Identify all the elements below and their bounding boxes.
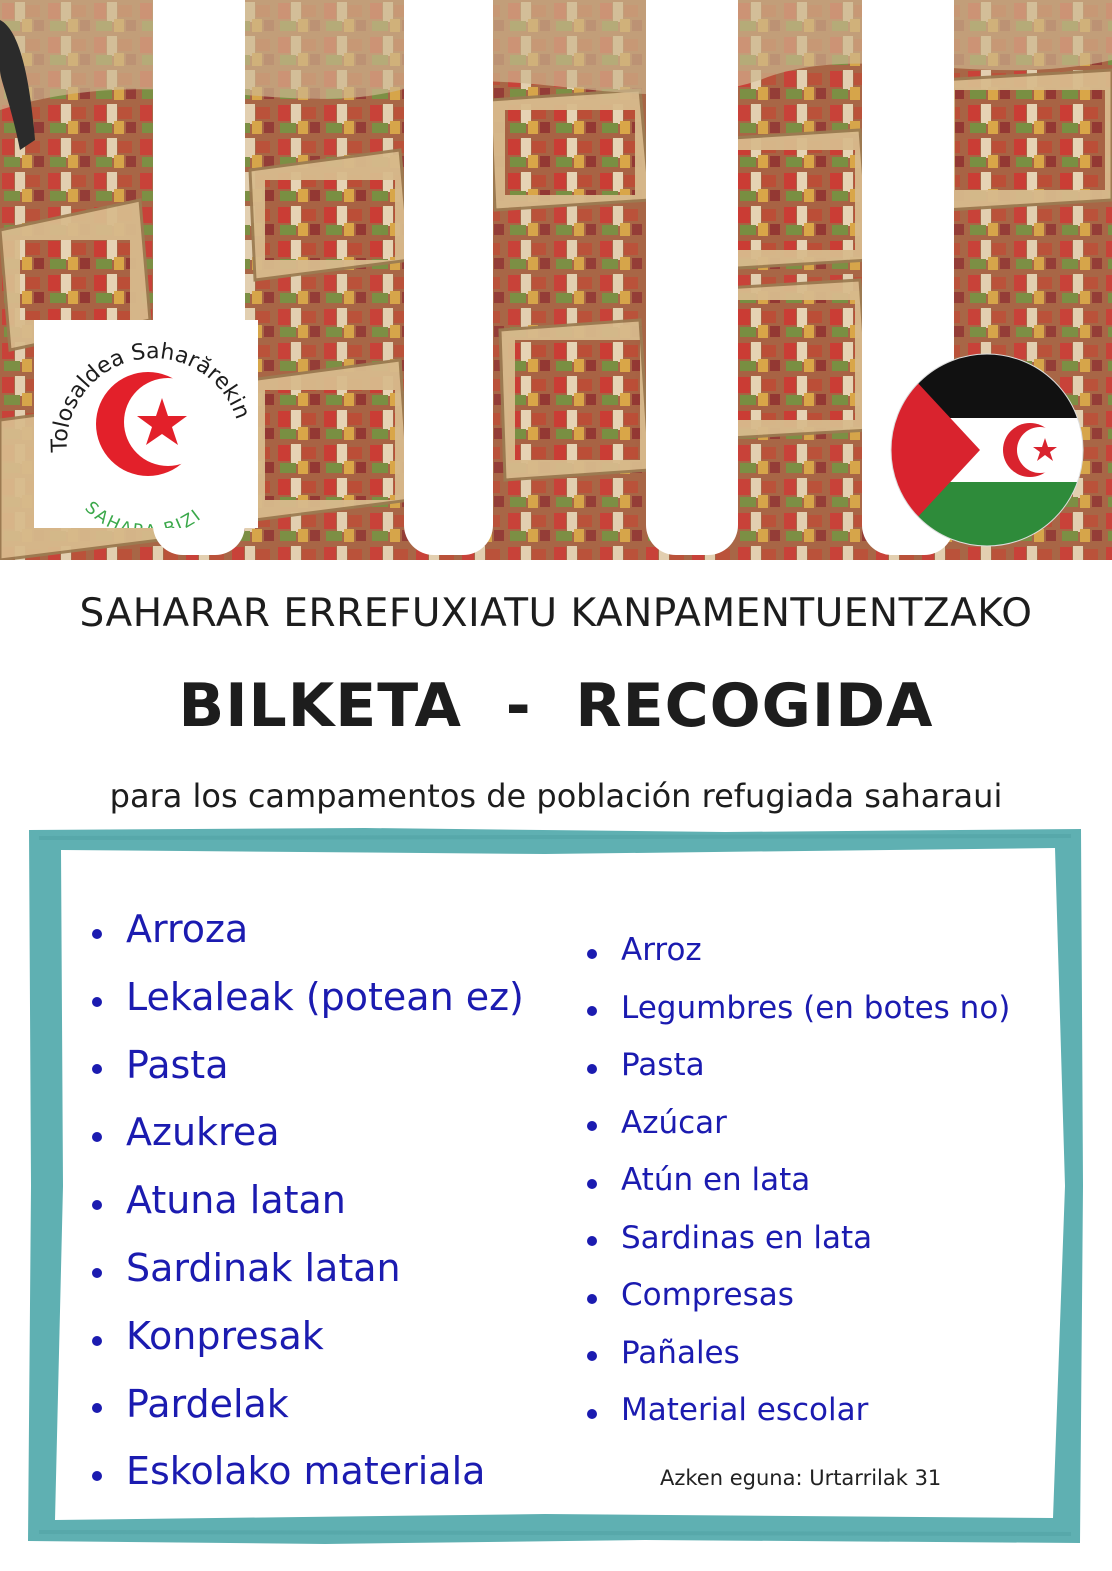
logo-arc-text: Tolosaldea Saharărekin: [47, 339, 255, 453]
list-item: Pasta: [621, 1040, 1010, 1098]
list-item: Eskolako materiala: [126, 1442, 524, 1510]
list-item: Pañales: [621, 1328, 1010, 1386]
donation-list-basque: [126, 900, 524, 1510]
list-item: Atún en lata: [621, 1155, 1010, 1213]
crescent-star-icon: [96, 372, 212, 476]
list-item: Material escolar: [621, 1385, 1010, 1443]
page-tagline: para los campamentos de población refugiada saharaui: [109, 777, 1003, 815]
list-item: Legumbres (en botes no): [621, 983, 1010, 1041]
list-item: Azúcar: [621, 1098, 1010, 1156]
sahrawi-flag-icon: [890, 353, 1084, 547]
list-item: Lekaleak (potean ez): [126, 968, 524, 1036]
tolosaldea-logo: [34, 320, 258, 528]
donation-list-spanish: [621, 925, 1010, 1443]
list-item: Arroza: [126, 900, 524, 968]
list-item: Pardelak: [126, 1375, 524, 1443]
page-subtitle: BILKETA - RECOGIDA: [178, 671, 934, 741]
svg-text:SAHARA BIZI: [81, 498, 206, 528]
white-bar-2: [404, 0, 493, 555]
logo-sub-text: SAH IZI: [80, 497, 206, 528]
list-item: Atuna latan: [126, 1171, 524, 1239]
page-title: SAHARAR ERREFUXIATU KANPAMENTUENTZAKO: [79, 591, 1033, 636]
list-item: Arroz: [621, 925, 1010, 983]
deadline-text: Azken eguna: Urtarrilak 31: [660, 1466, 942, 1490]
list-item: Konpresak: [126, 1307, 524, 1375]
list-item: Sardinak latan: [126, 1239, 524, 1307]
list-item: Pasta: [126, 1036, 524, 1104]
white-bar-3: [646, 0, 738, 555]
list-item: Sardinas en lata: [621, 1213, 1010, 1271]
list-item: Azukrea: [126, 1103, 524, 1171]
list-item: Compresas: [621, 1270, 1010, 1328]
